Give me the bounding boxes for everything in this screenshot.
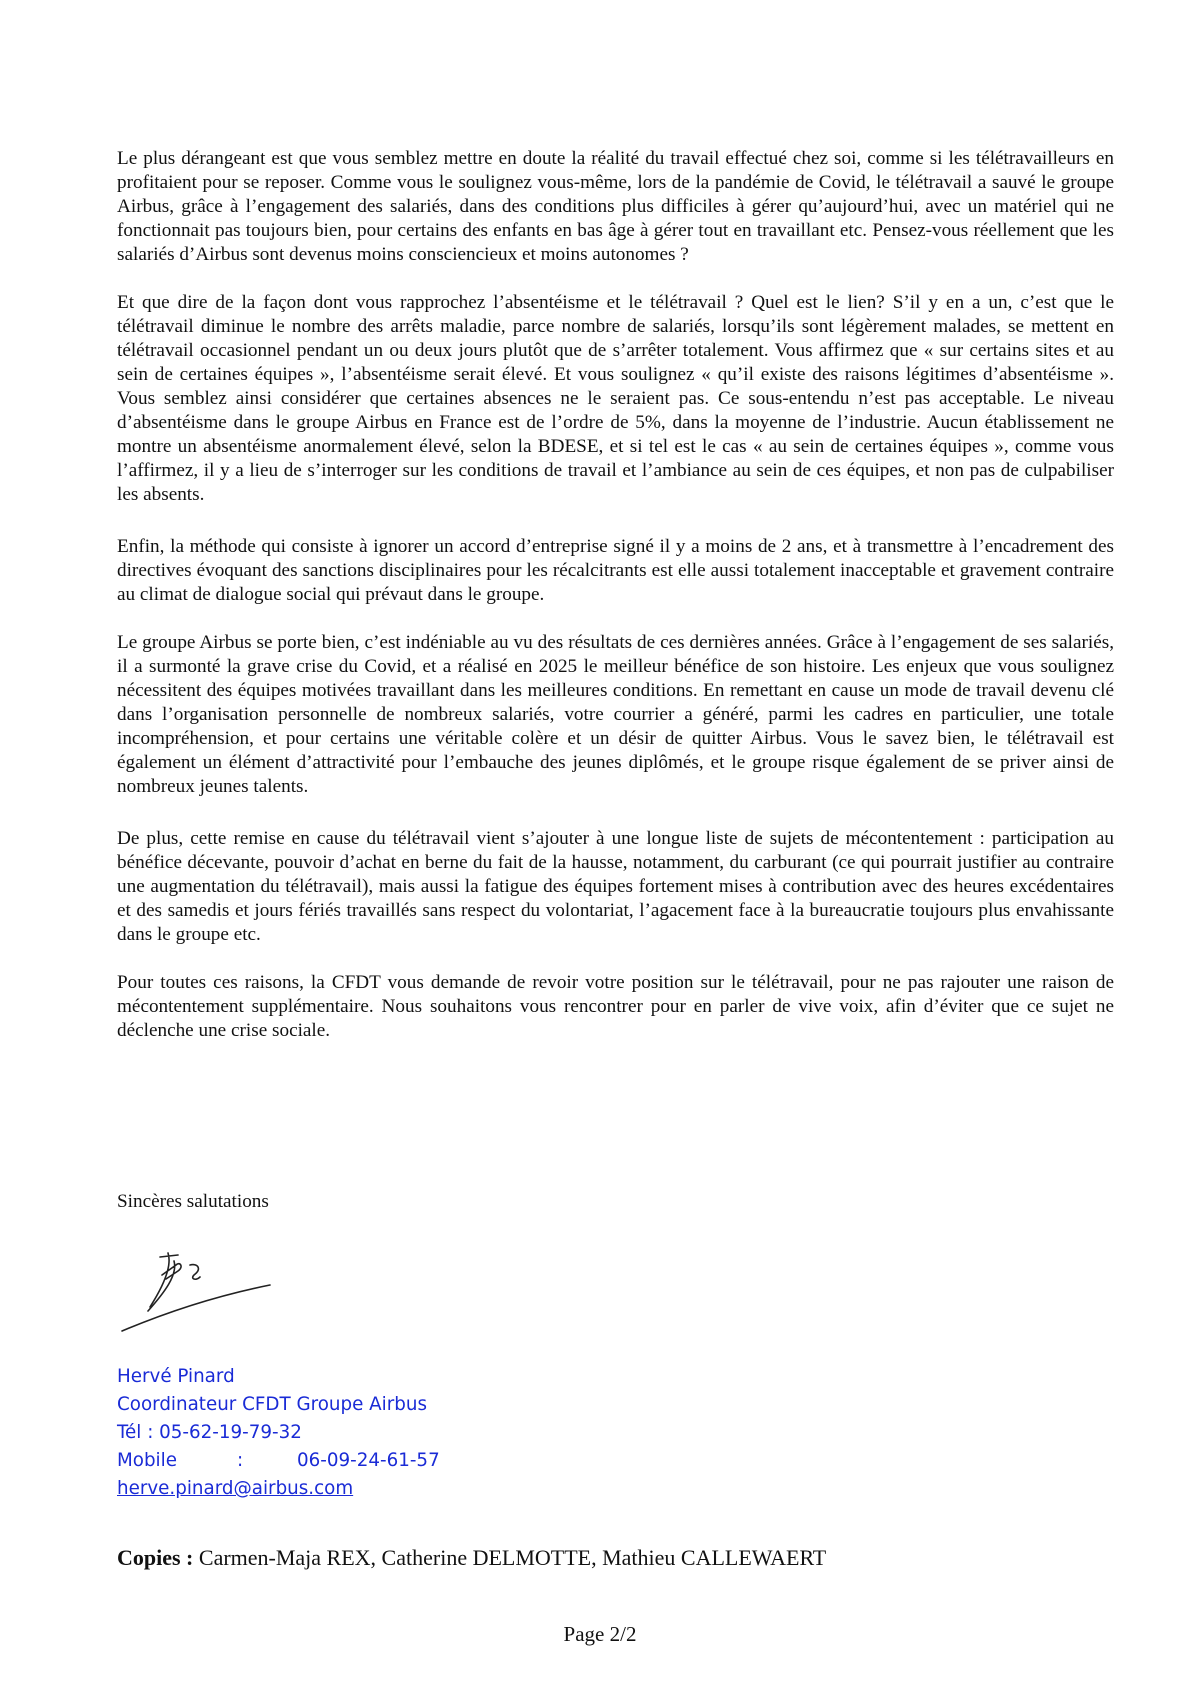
sender-contact-block	[117, 1363, 440, 1503]
paragraph: Et que dire de la façon dont vous rapprochez l’absentéisme et le télétravail ? Quel est le lien? S’il y en a un, c’est que le télétravail diminue le nombre des arrêts maladie, parce nombre de salariés, lorsqu’ils sont légèrement malades, se mettent en télétravail occasionnel pendant un ou deux jours plutôt que de s’arrêter totalement. Vous affirmez que « sur certains sites et au sein de certaines équipes », l’absentéisme serait élevé. Et vous soulignez « qu’il existe des raisons légitimes d’absentéisme ». Vous semblez ainsi considérer que certaines absences ne le seraient pas. Ce sous-entendu n’est pas acceptable. Le niveau d’absentéisme dans le groupe Airbus en France est de l’ordre de 5%, dans la moyenne de l’industrie. Aucun établissement ne montre un absentéisme anormalement élevé, selon la BDESE, et si tel est le cas « au sein de certaines équipes », comme vous l’affirmez, il y a lieu de s’interroger sur les conditions de travail et l’ambiance au sein de ces équipes, et non pas de culpabiliser les absents.	[117, 292, 1114, 505]
sender-role: Coordinateur CFDT Groupe Airbus	[117, 1394, 427, 1415]
sender-mobile	[117, 1447, 440, 1475]
copies-names: Carmen-Maja REX, Catherine DELMOTTE, Mathieu CALLEWAERT	[198, 1545, 827, 1570]
sender-phone: Tél : 05-62-19-79-32	[117, 1422, 302, 1443]
paragraph: De plus, cette remise en cause du télétravail vient s’ajouter à une longue liste de sujets de mécontentement : participation au bénéfice décevante, pouvoir d’achat en berne du fait de la hausse, notamment, du carburant (ce qui pourrait justifier au contraire une augmentation du télétravail), mais aussi la fatigue des équipes fortement mises à contribution avec des heures excédentaires et des samedis et jours fériés travaillés sans respect du volontariat, l’agacement face à la bureaucratie toujours plus envahissante dans le groupe etc.	[117, 828, 1114, 945]
sender-name: Hervé Pinard	[117, 1366, 235, 1387]
paragraph: Pour toutes ces raisons, la CFDT vous demande de revoir votre position sur le télétravail, pour ne pas rajouter une raison de mécontentement supplémentaire. Nous souhaitons vous rencontrer pour en parler de vive voix, afin d’éviter que ce sujet ne déclenche une crise sociale.	[117, 972, 1114, 1041]
paragraph: Le plus dérangeant est que vous semblez mettre en doute la réalité du travail effectué chez soi, comme si les télétravailleurs en profitaient pour se reposer. Comme vous le soulignez vous-même, lors de la pandémie de Covid, le télétravail a sauvé le groupe Airbus, grâce à l’engagement des salariés, dans des conditions plus difficiles à gérer qu’aujourd’hui, avec un matériel qui ne fonctionnait pas toujours bien, pour certains des enfants en bas âge à gérer tout en travaillant etc. Pensez-vous réellement que les salariés d’Airbus sont devenus moins consciencieux et moins autonomes ?	[117, 148, 1114, 265]
mobile-separator: :	[237, 1450, 244, 1471]
closing-salutation: Sincères salutations	[117, 1191, 269, 1212]
page-number: Page 2/2	[563, 1622, 637, 1646]
sender-email-link[interactable]: herve.pinard@airbus.com	[117, 1478, 354, 1499]
letter-body	[117, 147, 1114, 1067]
copies-label: Copies :	[117, 1545, 194, 1570]
paragraph: Le groupe Airbus se porte bien, c’est indéniable au vu des résultats de ces dernières années. Grâce à l’engagement de ses salariés, il a surmonté la grave crise du Covid, et a réalisé en 2025 le meilleur bénéfice de son histoire. Les enjeux que vous soulignez nécessitent des équipes motivées travaillant dans les meilleures conditions. En remettant en cause un mode de travail devenu clé dans l’organisation personnelle de nombreux salariés, votre courrier a généré, parmi les cadres en particulier, une totale incompréhension, et pour certains une véritable colère et un désir de quitter Airbus. Vous le savez bien, le télétravail est également un élément d’attractivité pour l’embauche des jeunes diplômés, et le groupe risque également de se priver ainsi de nombreux jeunes talents.	[117, 632, 1114, 797]
paragraph: Enfin, la méthode qui consiste à ignorer un accord d’entreprise signé il y a moins de 2 ans, et à transmettre à l’encadrement des directives évoquant des sanctions disciplinaires pour les récalcitrants est elle aussi totalement inacceptable et gravement contraire au climat de dialogue social qui prévaut dans le groupe.	[117, 536, 1114, 605]
copies-line	[117, 1544, 826, 1572]
mobile-number: 06-09-24-61-57	[297, 1450, 440, 1471]
signature-icon	[120, 1235, 300, 1335]
mobile-label: Mobile	[117, 1450, 177, 1471]
